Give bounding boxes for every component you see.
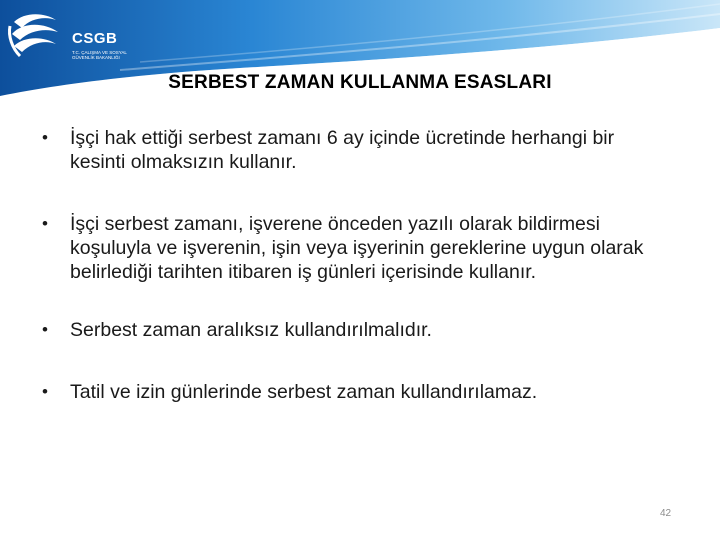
bullet-list xyxy=(40,126,660,404)
logo-text: CSGB xyxy=(72,30,118,47)
page-number: 42 xyxy=(660,508,672,519)
list-item xyxy=(40,380,660,404)
list-item xyxy=(40,318,660,342)
list-item xyxy=(40,126,660,174)
bullet-text: İşçi hak ettiği serbest zamanı 6 ay içinde ücretinde herhangi bir kesinti olmaksızın kullanır. xyxy=(70,127,615,173)
logo-swirl-icon xyxy=(6,8,66,64)
logo-subtext: T.C. ÇALIŞMA VE SOSYAL GÜVENLİK BAKANLIĞI xyxy=(72,50,127,60)
bullet-marker: • xyxy=(42,214,48,233)
csgb-logo xyxy=(6,8,126,64)
slide-title-text: SERBEST ZAMAN KULLANMA ESASLARI xyxy=(168,72,552,93)
bullet-marker: • xyxy=(42,128,48,147)
bullet-text: Serbest zaman aralıksız kullandırılmalıdır. xyxy=(70,319,432,341)
list-item xyxy=(40,212,660,284)
bullet-text: İşçi serbest zamanı, işverene önceden yazılı olarak bildirmesi koşuluyla ve işverenin, işin veya işyerinin gereklerine uygun olarak belirlediği tarihten itibaren iş günleri içerisinde kullanır. xyxy=(70,213,644,283)
bullet-marker: • xyxy=(42,320,48,339)
slide-title xyxy=(0,72,720,94)
bullet-text: Tatil ve izin günlerinde serbest zaman kullandırılamaz. xyxy=(70,381,538,403)
bullet-marker: • xyxy=(42,382,48,401)
